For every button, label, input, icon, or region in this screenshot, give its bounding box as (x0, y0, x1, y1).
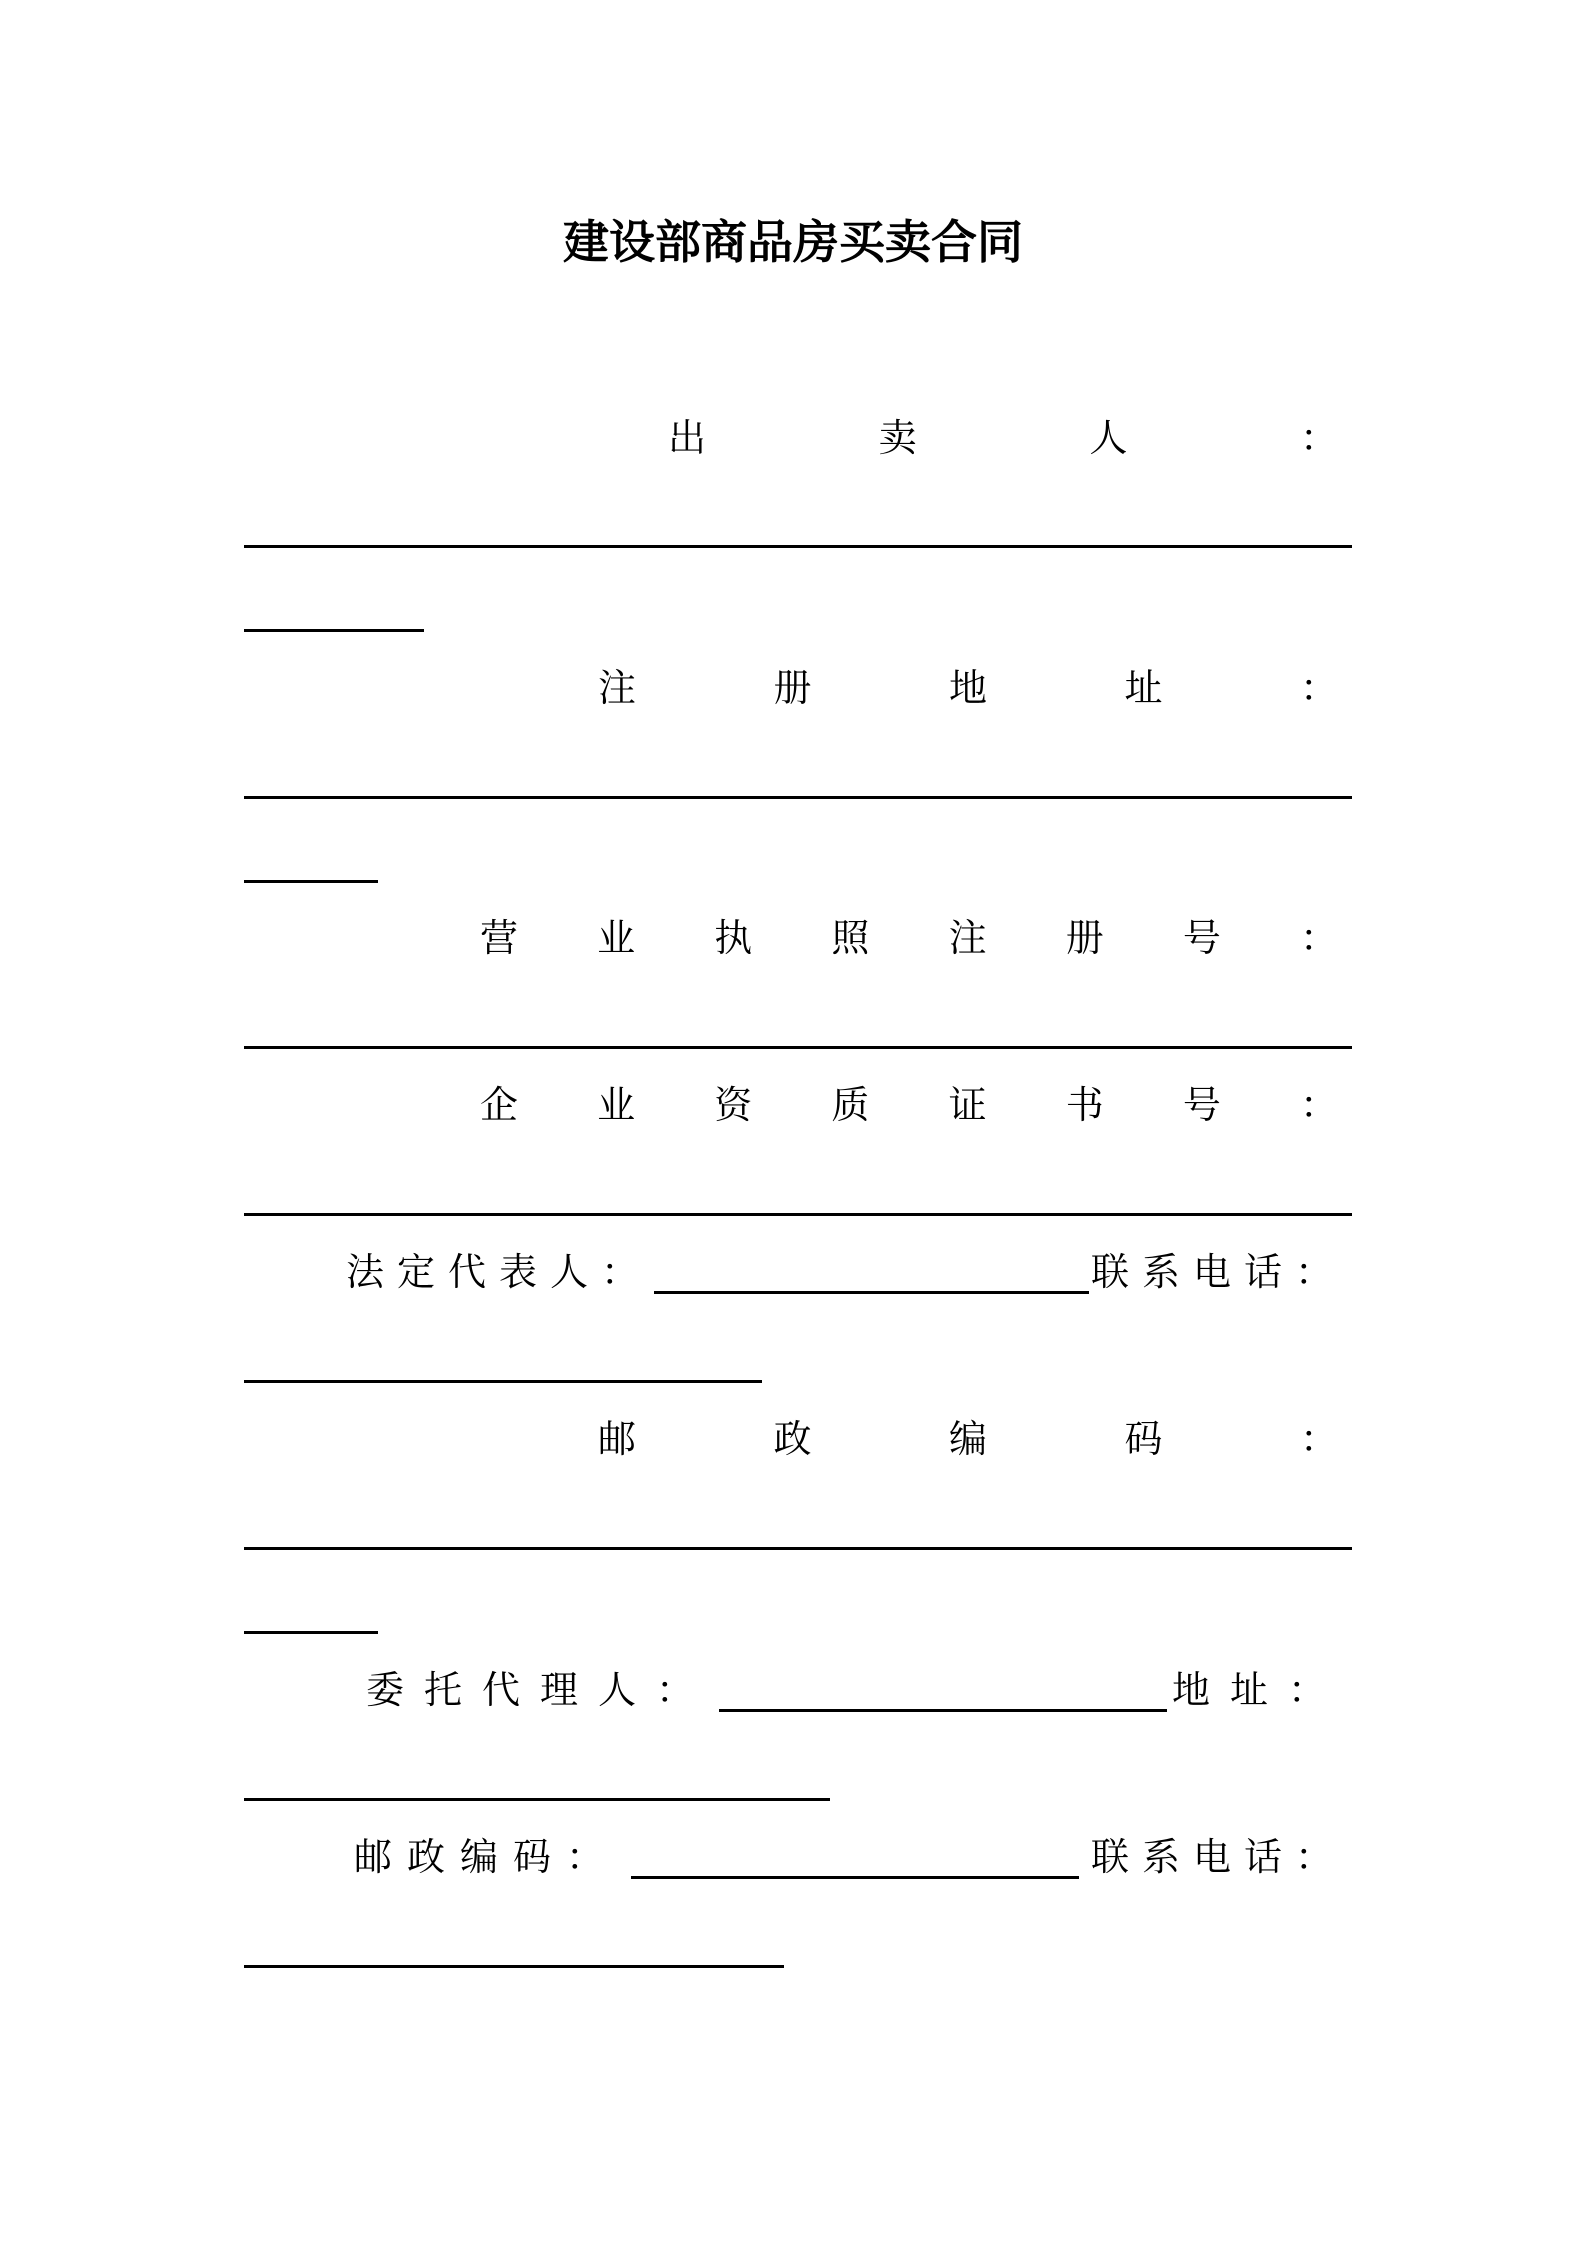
reg-address-char: 注 (598, 666, 637, 710)
agent-phone-label: 联系电话： (1090, 1835, 1346, 1879)
seller-blank-line-cont (244, 629, 424, 632)
cert-no-char: 号 (1182, 1083, 1221, 1127)
seller-blank-line (244, 545, 1352, 548)
license-no-char: 号 (1182, 916, 1221, 960)
legal-rep-phone-label: 联系电话： (1090, 1250, 1346, 1294)
seller-char: 卖 (878, 416, 917, 460)
license-no-blank-line (244, 1046, 1352, 1049)
seller-char: 出 (668, 416, 707, 460)
license-no-label (480, 908, 1338, 968)
cert-no-label (480, 1075, 1338, 1135)
cert-no-char: 企 (480, 1083, 519, 1127)
agent-label: 委托代理人： (366, 1668, 715, 1712)
reg-address-label (598, 658, 1338, 718)
agent-phone-blank-line (244, 1965, 784, 1968)
postcode-blank-line (244, 1547, 1352, 1550)
cert-no-char: 质 (831, 1083, 870, 1127)
postcode-colon: ： (1299, 1417, 1338, 1461)
reg-address-blank-line-cont (244, 880, 378, 883)
postcode-char: 编 (948, 1417, 987, 1461)
page-title: 建设部商品房买卖合同 (563, 215, 1023, 269)
postcode-blank-line-cont (244, 1631, 378, 1634)
seller-colon: ： (1299, 416, 1338, 460)
reg-address-char: 地 (948, 666, 987, 710)
reg-address-char: 址 (1124, 666, 1163, 710)
agent-address-label: 地址： (1171, 1668, 1346, 1712)
legal-rep-phone-blank-line (244, 1380, 762, 1383)
agent-postcode-blank-line (631, 1876, 1079, 1879)
license-no-char: 执 (714, 916, 753, 960)
cert-no-char: 资 (714, 1083, 753, 1127)
legal-rep-label: 法定代表人： (346, 1250, 653, 1294)
postcode-char: 邮 (598, 1417, 637, 1461)
agent-postcode-label: 邮政编码： (354, 1835, 620, 1879)
postcode-char: 码 (1124, 1417, 1163, 1461)
legal-rep-row (346, 1242, 1346, 1302)
cert-no-char: 书 (1065, 1083, 1104, 1127)
agent-blank-line (719, 1709, 1167, 1712)
postcode-label (598, 1409, 1338, 1469)
license-no-colon: ： (1299, 916, 1338, 960)
cert-no-colon: ： (1299, 1083, 1338, 1127)
license-no-char: 营 (480, 916, 519, 960)
cert-no-char: 业 (597, 1083, 636, 1127)
postcode-char: 政 (773, 1417, 812, 1461)
license-no-char: 册 (1065, 916, 1104, 960)
agent-contact-row (354, 1827, 1346, 1887)
reg-address-char: 册 (773, 666, 812, 710)
license-no-char: 注 (948, 916, 987, 960)
cert-no-blank-line (244, 1213, 1352, 1216)
seller-char: 人 (1089, 416, 1128, 460)
reg-address-colon: ： (1299, 666, 1338, 710)
seller-label (668, 408, 1338, 468)
agent-address-blank-line (244, 1798, 830, 1801)
cert-no-char: 证 (948, 1083, 987, 1127)
license-no-char: 业 (597, 916, 636, 960)
license-no-char: 照 (831, 916, 870, 960)
reg-address-blank-line (244, 796, 1352, 799)
legal-rep-blank-line (654, 1291, 1089, 1294)
agent-row (366, 1660, 1346, 1720)
